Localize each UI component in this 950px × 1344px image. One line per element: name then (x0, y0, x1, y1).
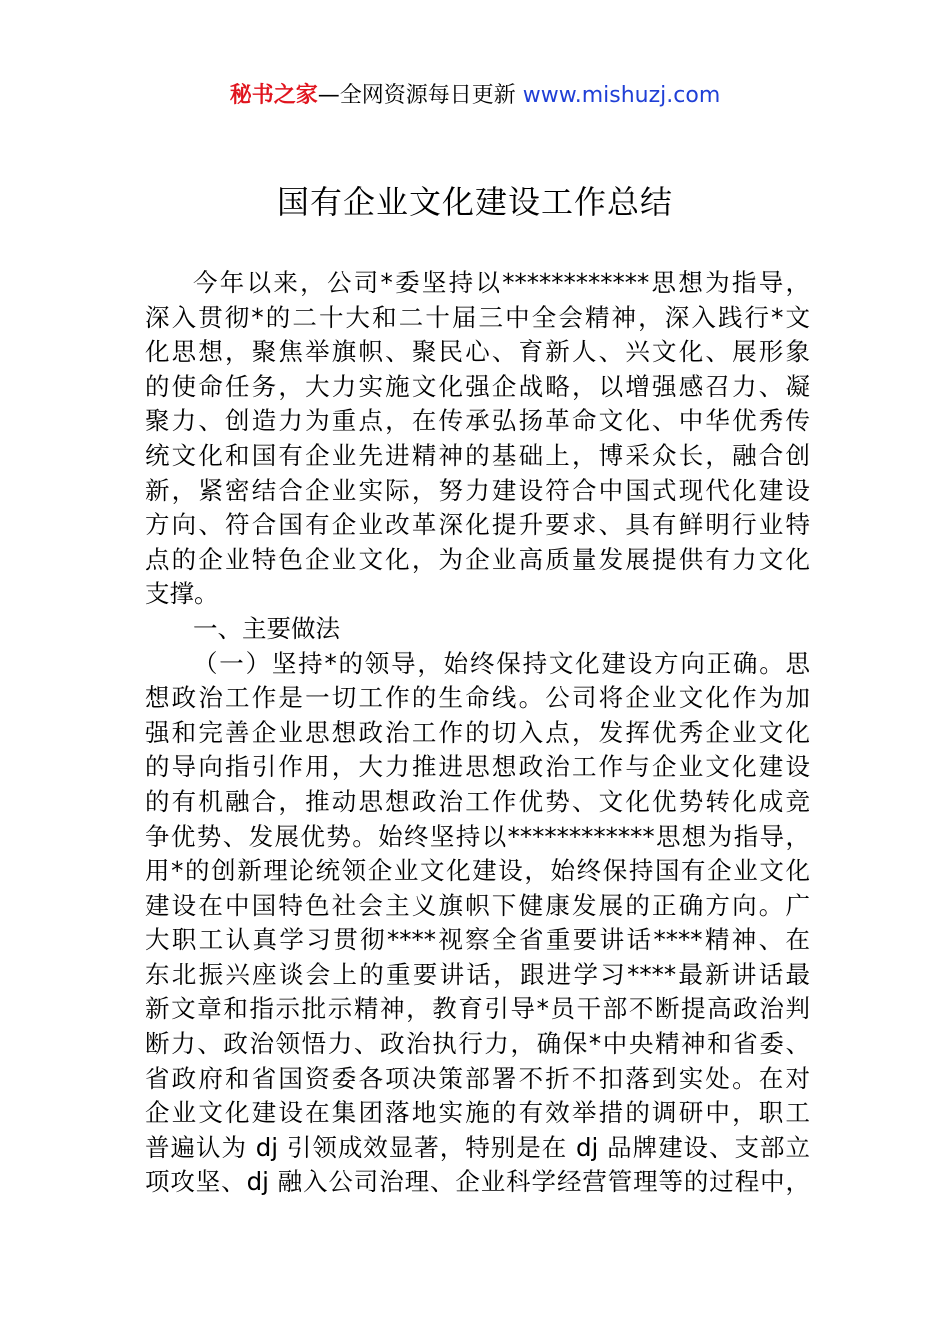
body-line: 化思想，聚焦举旗帜、聚民心、育新人、兴文化、展形象 (145, 337, 810, 367)
body-line: 企业文化建设在集团落地实施的有效举措的调研中，职工 (145, 1098, 810, 1128)
body-line: 点的企业特色企业文化，为企业高质量发展提供有力文化 (145, 544, 810, 574)
body-line: 想政治工作是一切工作的生命线。公司将企业文化作为加 (145, 683, 810, 713)
body-line: 统文化和国有企业先进精神的基础上，博采众长，融合创 (145, 440, 810, 470)
body-line: （一）坚持*的领导，始终保持文化建设方向正确。思 (193, 648, 810, 678)
body-line: 深入贯彻*的二十大和二十届三中全会精神，深入践行*文 (145, 302, 810, 332)
body-line: 一、主要做法 (193, 613, 340, 643)
body-line: 普遍认为 dj 引领成效显著，特别是在 dj 品牌建设、支部立 (145, 1132, 810, 1162)
body-line: 争优势、发展优势。始终坚持以************思想为指导， (145, 821, 810, 851)
site-url-link[interactable]: www.mishuzj.com (522, 83, 721, 108)
body-line: 新文章和指示批示精神，教育引导*员干部不断提高政治判 (145, 994, 810, 1024)
body-line: 新，紧密结合企业实际，努力建设符合中国式现代化建设 (145, 475, 810, 505)
body-line: 建设在中国特色社会主义旗帜下健康发展的正确方向。广 (145, 890, 810, 920)
document-title: 国有企业文化建设工作总结 (276, 183, 673, 221)
body-line: 聚力、创造力为重点，在传承弘扬革命文化、中华优秀传 (145, 406, 810, 436)
body-line: 方向、符合国有企业改革深化提升要求、具有鲜明行业特 (145, 510, 810, 540)
site-brand: 秘书之家 (229, 83, 318, 108)
body-line: 用*的创新理论统领企业文化建设，始终保持国有企业文化 (145, 856, 810, 886)
body-line: 支撑。 (145, 579, 219, 609)
body-line: 项攻坚、dj 融入公司治理、企业科学经营管理等的过程中， (145, 1167, 810, 1197)
body-line: 的使命任务，大力实施文化强企战略，以增强感召力、凝 (145, 371, 810, 401)
document-body (145, 266, 810, 1200)
body-line: 强和完善企业思想政治工作的切入点，发挥优秀企业文化 (145, 717, 810, 747)
body-line: 今年以来，公司*委坚持以************思想为指导， (193, 268, 810, 297)
body-line: 的有机融合，推动思想政治工作优势、文化优势转化成竞 (145, 786, 810, 816)
body-line: 东北振兴座谈会上的重要讲话，跟进学习****最新讲话最 (145, 959, 810, 989)
body-line: 省政府和省国资委各项决策部署不折不扣落到实处。在对 (145, 1063, 810, 1093)
body-line: 的导向指引作用，大力推进思想政治工作与企业文化建设 (145, 752, 810, 782)
site-header (0, 80, 950, 112)
site-tagline: —全网资源每日更新 (317, 83, 516, 108)
body-line: 大职工认真学习贯彻****视察全省重要讲话****精神、在 (145, 925, 810, 955)
body-line: 断力、政治领悟力、政治执行力，确保*中央精神和省委、 (145, 1029, 810, 1059)
